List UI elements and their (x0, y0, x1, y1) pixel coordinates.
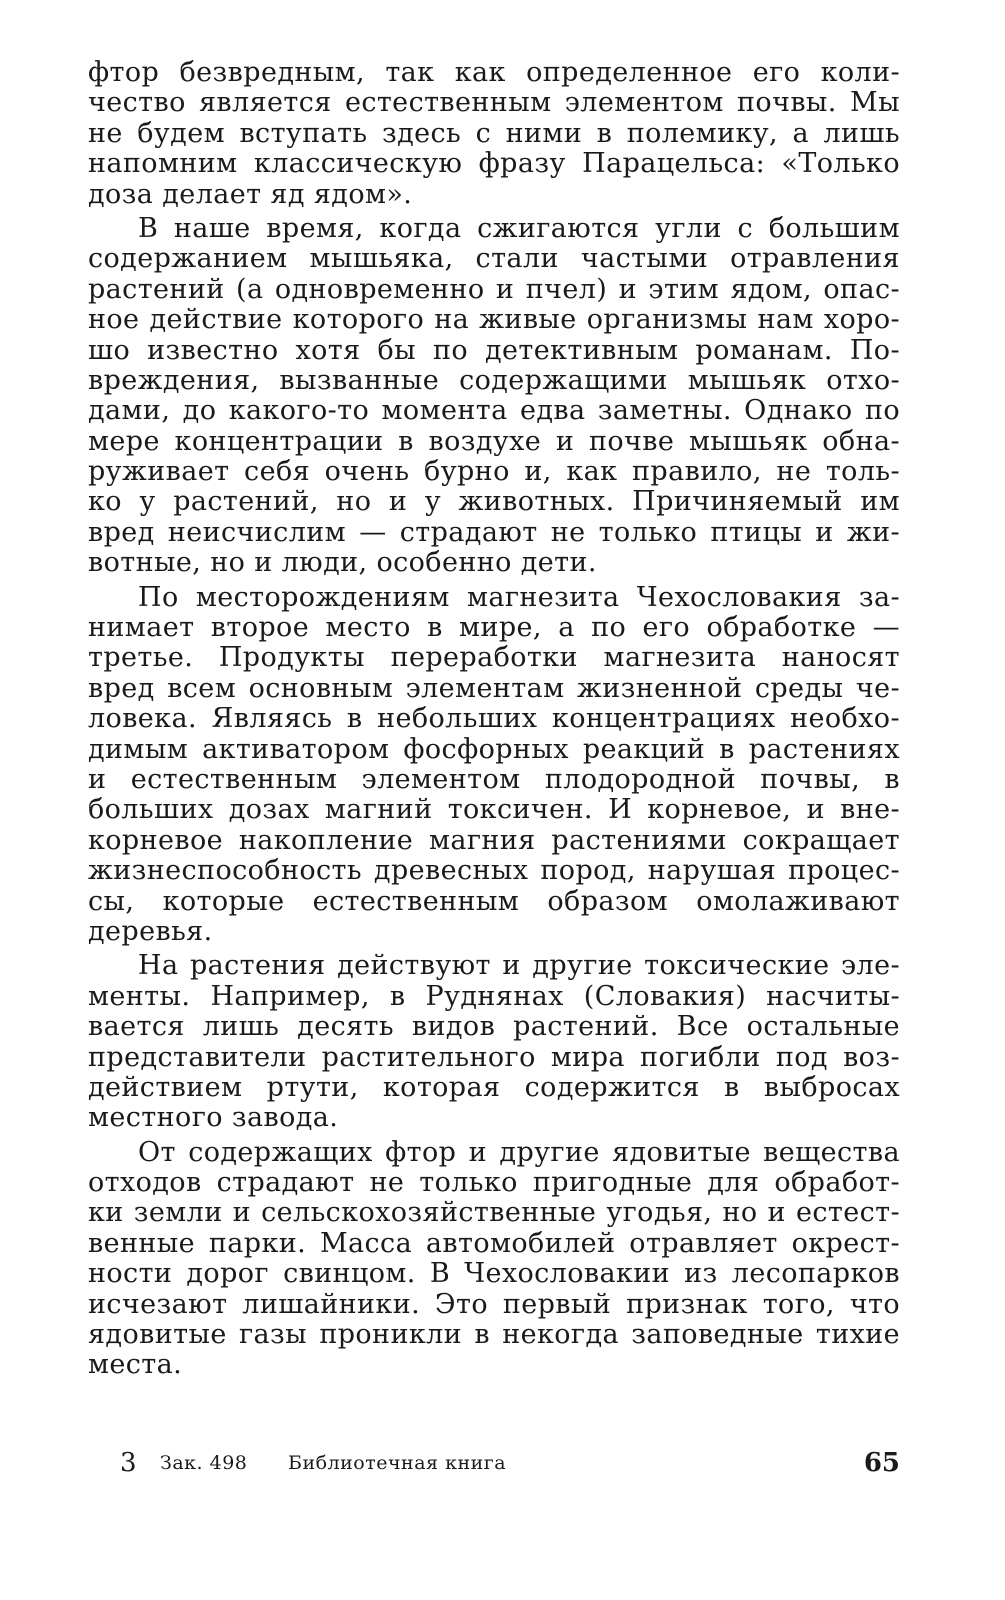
text-line: чество является естественным элементом почвы. Мы (88, 87, 900, 119)
text-line: ядовитые газы проникли в некогда заповедные тихие (88, 1319, 900, 1351)
text-line: действием ртути, которая содержится в выбросах (88, 1071, 900, 1103)
text-line: димым активатором фосфорных реакций в растениях (88, 733, 900, 765)
text-line: мере концентрации в воздухе и почве мышьяк обна- (88, 425, 900, 457)
text-line: ловека. Являясь в небольших концентрациях необхо- (88, 703, 900, 735)
text-line: и естественным элементом плодородной почвы, в (88, 763, 900, 795)
text-line: напомним классическую фразу Парацельса: «Только (88, 148, 900, 180)
text-line: дами, до какого-то момента едва заметны. Однако по (88, 395, 900, 427)
text-line: По месторождениям магнезита Чехословакия за- (138, 581, 900, 613)
text-line: представители растительного мира погибли под воз- (88, 1041, 900, 1073)
text-line: фтор безвредным, так как определенное его коли- (88, 57, 900, 88)
text-line: жизнеспособность древесных пород, нарушая процес- (88, 855, 900, 887)
paragraph (88, 1138, 900, 1381)
text-line: исчезают лишайники. Это первый признак того, что (88, 1288, 900, 1320)
print-order-number: Зак. 498 (160, 1452, 248, 1474)
signature-mark: 3 (120, 1448, 137, 1478)
text-line: больших дозах магний токсичен. И корневое, и вне- (88, 794, 900, 826)
paragraph (88, 583, 900, 948)
text-line: От содержащих фтор и другие ядовитые вещества (138, 1136, 900, 1168)
text-line: корневое накопление магния растениями сокращает (88, 824, 900, 856)
text-line: шо известно хотя бы по детективным романам. По- (88, 334, 900, 366)
text-line: руживает себя очень бурно и, как правило, не толь- (88, 456, 900, 488)
text-line: ки земли и сельскохозяйственные угодья, но и естест- (88, 1197, 900, 1229)
text-line: ное действие которого на живые организмы нам хоро- (88, 304, 900, 336)
text-line: растений (а одновременно и пчел) и этим ядом, опас- (88, 273, 900, 305)
text-line: венные парки. Масса автомобилей отравляет окрест- (88, 1227, 900, 1259)
text-line: содержанием мышьяка, стали частыми отравления (88, 243, 900, 275)
paragraph (88, 214, 900, 579)
page-number: 65 (863, 1448, 900, 1478)
page-body (88, 58, 900, 1381)
text-line: отходов страдают не только пригодные для обработ- (88, 1167, 900, 1199)
text-line: В наше время, когда сжигаются угли с большим (138, 212, 900, 244)
text-line: местного завода. (88, 1102, 339, 1134)
text-line: нимает второе место в мире, а по его обработке — (88, 612, 900, 644)
library-note: Библиотечная книга (288, 1452, 507, 1474)
text-line: вреждения, вызванные содержащими мышьяк отхо- (88, 364, 900, 396)
text-line: вред всем основным элементам жизненной среды че- (88, 672, 900, 704)
text-line: третье. Продукты переработки магнезита наносят (88, 642, 900, 674)
text-line: На растения действуют и другие токсические эле- (138, 950, 900, 982)
page-footer (120, 1446, 900, 1480)
text-line: ко у растений, но и у животных. Причиняемый им (88, 486, 900, 518)
text-line: вается лишь десять видов растений. Все остальные (88, 1011, 900, 1043)
paragraph (88, 58, 900, 210)
text-line: вотные, но и люди, особенно дети. (88, 547, 597, 579)
text-line: сы, которые естественным образом омолаживают (88, 885, 900, 917)
text-line: места. (88, 1349, 183, 1381)
paragraph (88, 951, 900, 1133)
text-line: менты. Например, в Руднянах (Словакия) насчиты- (88, 980, 900, 1012)
text-line: ности дорог свинцом. В Чехословакии из лесопарков (88, 1258, 900, 1290)
text-line: доза делает яд ядом». (88, 178, 413, 210)
text-line: вред неисчислим — страдают не только птицы и жи- (88, 516, 900, 548)
text-line: не будем вступать здесь с ними в полемику, а лишь (88, 117, 900, 149)
text-line: деревья. (88, 915, 213, 947)
